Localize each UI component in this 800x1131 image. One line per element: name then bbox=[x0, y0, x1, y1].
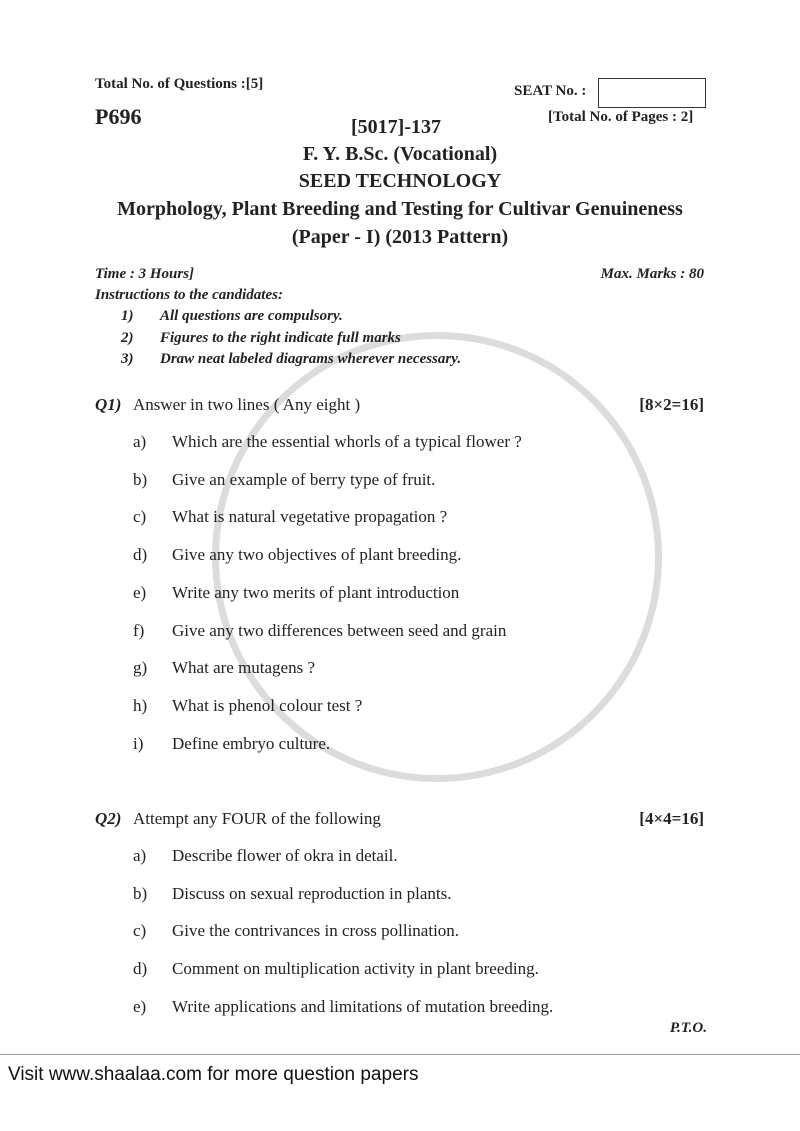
question-number: Q2) bbox=[95, 809, 122, 828]
instruction-text: Draw neat labeled diagrams wherever necessary. bbox=[160, 351, 462, 367]
sub-question-text: Describe flower of okra in detail. bbox=[172, 846, 398, 865]
sub-question-label: g) bbox=[133, 658, 148, 678]
sub-question-label: b) bbox=[133, 469, 148, 489]
paper-pattern: (Paper - I) (2013 Pattern) bbox=[291, 226, 509, 248]
sub-question-text: Write applications and limitations of mutation breeding. bbox=[172, 996, 554, 1016]
question-marks: [4×4=16] bbox=[639, 809, 704, 828]
course: F. Y. B.Sc. (Vocational) bbox=[302, 143, 498, 165]
footer-divider bbox=[0, 1054, 800, 1055]
sub-question-label: c) bbox=[133, 507, 147, 527]
sub-question-label: e) bbox=[133, 996, 147, 1016]
pto: P.T.O. bbox=[669, 1020, 707, 1036]
sub-question-text: Discuss on sexual reproduction in plants. bbox=[172, 883, 452, 903]
exam-code: [5017]-137 bbox=[351, 116, 441, 138]
instructions-heading: Instructions to the candidates: bbox=[95, 287, 283, 303]
sub-question-text: Which are the essential whorls of a typical flower ? bbox=[172, 432, 522, 451]
sub-question-text: What is phenol colour test ? bbox=[172, 695, 363, 715]
footer-text: Visit www.shaalaa.com for more question papers bbox=[8, 1064, 419, 1085]
total-pages: [Total No. of Pages : 2] bbox=[548, 109, 694, 125]
instruction-number: 2) bbox=[121, 329, 134, 346]
instruction-text: Figures to the right indicate full marks bbox=[160, 329, 401, 346]
sub-question-label: d) bbox=[133, 959, 148, 979]
question-marks: [8×2=16] bbox=[639, 395, 704, 414]
question-prompt: Answer in two lines ( Any eight ) bbox=[133, 395, 361, 414]
sub-question-text: Give any two differences between seed and grain bbox=[172, 620, 507, 640]
paper-title: Morphology, Plant Breeding and Testing for Cultivar Genuineness bbox=[117, 198, 683, 220]
seat-number-box bbox=[598, 78, 706, 108]
sub-question-text: Give an example of berry type of fruit. bbox=[172, 469, 436, 489]
subject: SEED TECHNOLOGY bbox=[298, 170, 502, 192]
sub-question-label: b) bbox=[133, 883, 148, 903]
total-questions: Total No. of Questions :[5] bbox=[95, 76, 264, 92]
sub-question-text: Give the contrivances in cross pollination. bbox=[172, 921, 460, 941]
sub-question-label: a) bbox=[133, 846, 147, 865]
sub-question-text: Write any two merits of plant introduction bbox=[172, 582, 460, 602]
sub-question-label: c) bbox=[133, 921, 147, 941]
seat-label: SEAT No. : bbox=[514, 83, 587, 99]
sub-question-label: d) bbox=[133, 545, 148, 565]
instruction-number: 3) bbox=[121, 351, 134, 367]
time: Time : 3 Hours] bbox=[95, 266, 195, 282]
sub-question-label: a) bbox=[133, 432, 147, 451]
question-prompt: Attempt any FOUR of the following bbox=[133, 809, 381, 828]
sub-question-label: i) bbox=[133, 733, 144, 753]
sub-question-label: h) bbox=[133, 695, 148, 715]
instruction-text: All questions are compulsory. bbox=[160, 308, 343, 324]
sub-question-text: What is natural vegetative propagation ? bbox=[172, 507, 448, 527]
paper-code: P696 bbox=[95, 104, 142, 129]
sub-question-text: What are mutagens ? bbox=[172, 658, 316, 678]
sub-question-label: e) bbox=[133, 582, 147, 602]
max-marks: Max. Marks : 80 bbox=[600, 266, 704, 282]
question-number: Q1) bbox=[95, 395, 122, 414]
instruction-number: 1) bbox=[121, 308, 134, 324]
sub-question-label: f) bbox=[133, 620, 145, 640]
sub-question-text: Comment on multiplication activity in plant breeding. bbox=[172, 959, 539, 979]
sub-question-text: Give any two objectives of plant breeding. bbox=[172, 545, 462, 565]
sub-question-text: Define embryo culture. bbox=[172, 733, 331, 753]
